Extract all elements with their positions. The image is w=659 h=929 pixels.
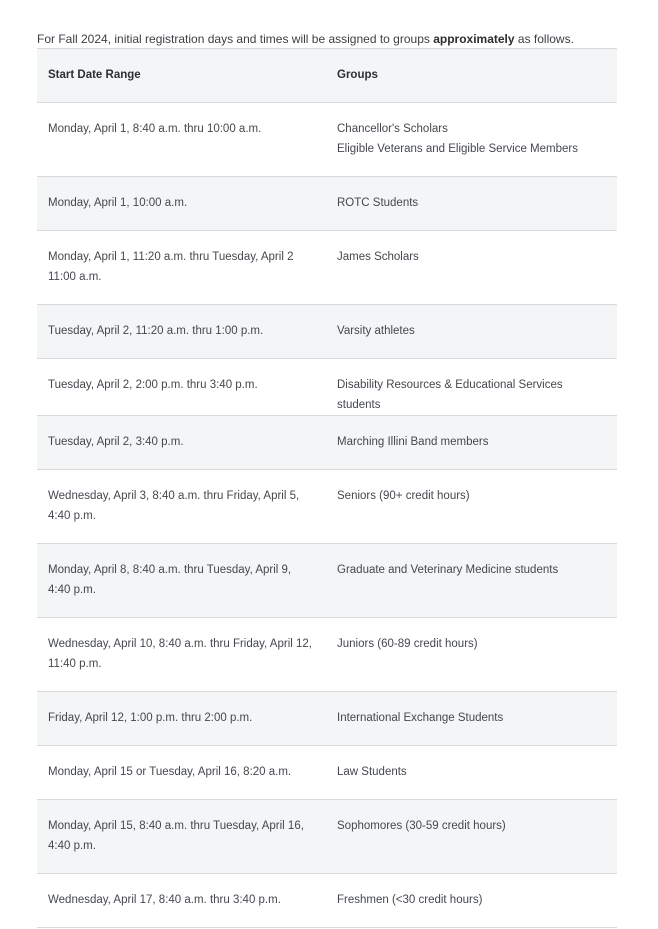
table-row [37,692,617,746]
groups-cell [326,305,617,359]
start-date-range-cell: Monday, April 15, 8:40 a.m. thru Tuesday, April 16, 4:40 p.m. [37,800,326,874]
group-name: ROTC Students [337,197,419,209]
start-date-range-cell: Monday, April 15 or Tuesday, April 16, 8:20 a.m. [37,746,326,800]
groups-cell [326,692,617,746]
table-row [37,177,617,231]
table-row [37,470,617,544]
start-date-range-cell: Wednesday, April 10, 8:40 a.m. thru Friday, April 12, 11:40 p.m. [37,618,326,692]
group-name: Varsity athletes [337,325,415,337]
group-name: Seniors (90+ credit hours) [337,490,470,502]
intro-text-before: For Fall 2024, initial registration days and times will be assigned to groups [37,32,434,46]
group-name: Eligible Veterans and Eligible Service Members [337,143,578,155]
group-name: Chancellor's Scholars [337,123,448,135]
table-row [37,359,617,416]
start-date-range-cell: Tuesday, April 2, 2:00 p.m. thru 3:40 p.m. [37,359,326,416]
start-date-range-cell: Tuesday, April 2, 3:40 p.m. [37,416,326,470]
start-date-range-cell: Friday, April 12, 1:00 p.m. thru 2:00 p.m. [37,692,326,746]
group-name: Freshmen (<30 credit hours) [337,894,483,906]
header-start-date-range: Start Date Range [37,49,326,103]
table-row [37,800,617,874]
header-groups: Groups [326,49,617,103]
table-body [37,103,617,928]
group-name: Marching Illini Band members [337,436,489,448]
group-name: Sophomores (30-59 credit hours) [337,820,506,832]
group-name: Juniors (60-89 credit hours) [337,638,478,650]
intro-emphasis: approximately [433,32,515,46]
groups-cell [326,177,617,231]
start-date-range-cell: Wednesday, April 17, 8:40 a.m. thru 3:40 p.m. [37,874,326,928]
registration-schedule-table [37,48,617,928]
start-date-range-cell: Monday, April 1, 8:40 a.m. thru 10:00 a.m. [37,103,326,177]
table-row [37,416,617,470]
group-name: James Scholars [337,251,419,263]
start-date-range-cell: Wednesday, April 3, 8:40 a.m. thru Friday, April 5, 4:40 p.m. [37,470,326,544]
intro-paragraph [37,30,637,48]
table-row [37,618,617,692]
table-row [37,305,617,359]
groups-cell [326,416,617,470]
table-row [37,544,617,618]
start-date-range-cell: Tuesday, April 2, 11:20 a.m. thru 1:00 p.m. [37,305,326,359]
group-name: Graduate and Veterinary Medicine students [337,564,559,576]
start-date-range-cell: Monday, April 1, 11:20 a.m. thru Tuesday, April 2 11:00 a.m. [37,231,326,305]
groups-cell [326,746,617,800]
group-name: International Exchange Students [337,712,504,724]
group-name: Disability Resources & Educational Services students [337,379,563,411]
groups-cell [326,103,617,177]
start-date-range-cell: Monday, April 1, 10:00 a.m. [37,177,326,231]
groups-cell [326,231,617,305]
groups-cell [326,618,617,692]
group-name: Law Students [337,766,407,778]
table-row [37,103,617,177]
groups-cell [326,470,617,544]
groups-cell [326,359,617,416]
table-row [37,746,617,800]
table-row [37,231,617,305]
table-header-row [37,49,617,103]
table-row [37,874,617,928]
groups-cell [326,800,617,874]
intro-text-after: as follows. [514,32,574,46]
groups-cell [326,874,617,928]
start-date-range-cell: Monday, April 8, 8:40 a.m. thru Tuesday, April 9, 4:40 p.m. [37,544,326,618]
groups-cell [326,544,617,618]
